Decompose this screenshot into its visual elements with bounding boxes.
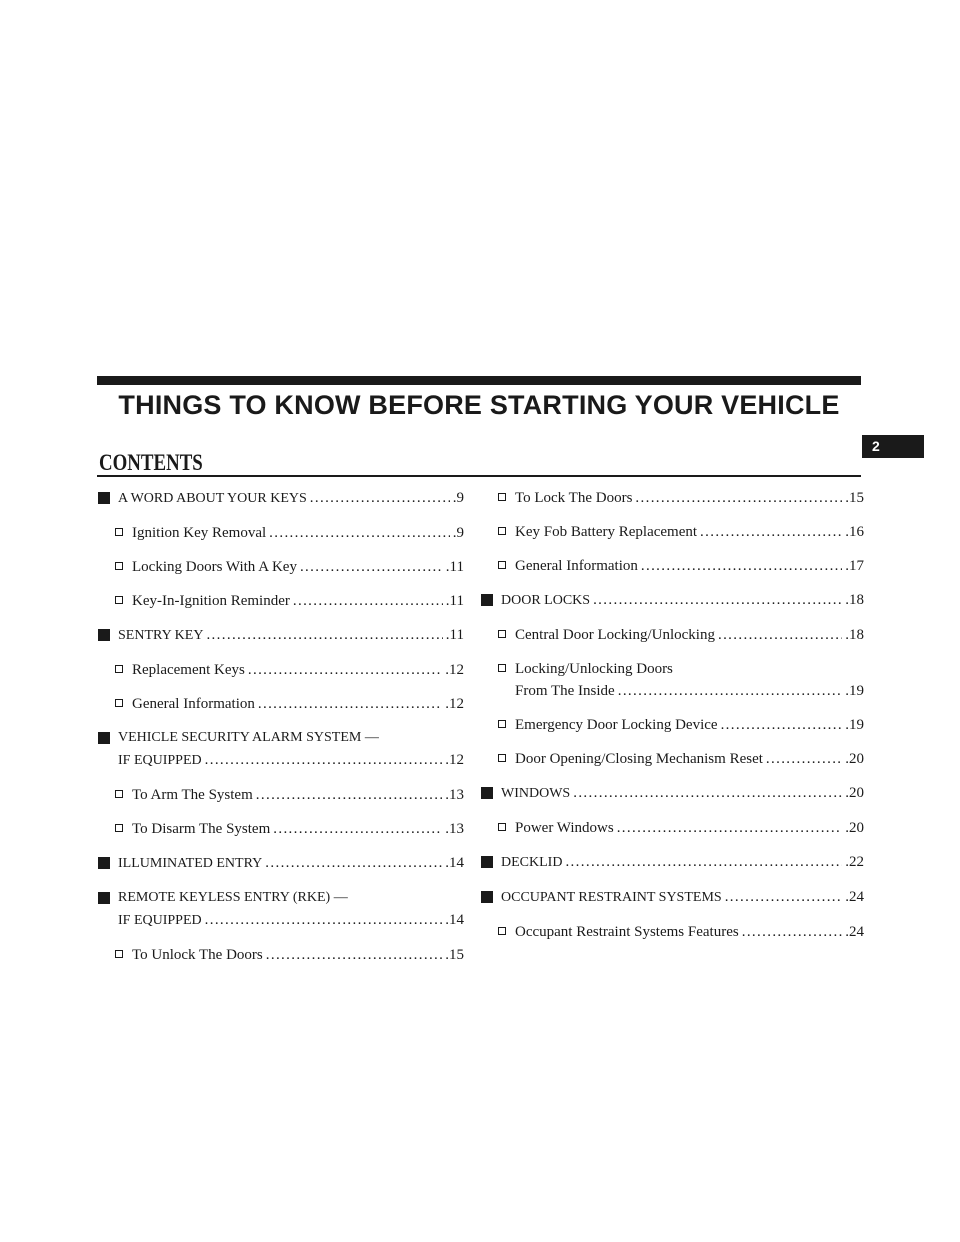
toc-subsection-entry[interactable]: [497, 624, 864, 646]
toc-spacer: [497, 702, 864, 714]
toc-entry-title: SENTRY KEY: [118, 628, 204, 643]
toc-subsection-entry[interactable]: [114, 944, 464, 966]
toc-page-number: .18: [845, 592, 864, 608]
toc-entry-title: IF EQUIPPED: [118, 913, 202, 928]
hollow-square-bullet-icon: [498, 664, 506, 672]
dot-leader: [700, 521, 842, 543]
toc-spacer: [497, 839, 864, 851]
toc-entry-title: Locking Doors With A Key: [132, 559, 297, 575]
toc-page-number: .24: [845, 924, 864, 940]
hollow-square-bullet-icon: [498, 493, 506, 501]
dot-leader: [248, 659, 442, 681]
toc-page-number: .15: [845, 490, 864, 506]
toc-spacer: [497, 736, 864, 748]
toc-section-entry[interactable]: [114, 487, 464, 510]
toc-subsection-entry[interactable]: [114, 556, 464, 578]
toc-entry-title: To Unlock The Doors: [132, 947, 263, 963]
toc-spacer: [114, 772, 464, 784]
toc-entry-title: To Lock The Doors: [515, 490, 633, 506]
toc-section-entry[interactable]: [114, 624, 464, 647]
toc-spacer: [497, 509, 864, 521]
toc-entry-title: OCCUPANT RESTRAINT SYSTEMS: [501, 890, 722, 905]
filled-square-bullet-icon: [98, 857, 110, 869]
toc-spacer: [114, 647, 464, 659]
toc-entry-title: Occupant Restraint Systems Features: [515, 924, 739, 940]
toc-spacer: [497, 646, 864, 658]
hollow-square-bullet-icon: [115, 665, 123, 673]
toc-subsection-entry[interactable]: [114, 659, 464, 681]
toc-page-number: .24: [845, 889, 864, 905]
dot-leader: [258, 693, 442, 715]
toc-subsection-entry[interactable]: [114, 818, 464, 840]
toc-page-number: .12: [445, 752, 464, 768]
toc-entry-title: A WORD ABOUT YOUR KEYS: [118, 491, 307, 506]
toc-entry-title: ILLUMINATED ENTRY: [118, 856, 263, 871]
toc-spacer: [497, 874, 864, 886]
toc-entry-title: To Arm The System: [132, 787, 253, 803]
dot-leader: [565, 851, 842, 873]
toc-spacer: [497, 909, 864, 921]
toc-section-entry[interactable]: [497, 589, 864, 612]
toc-subsection-entry[interactable]: [114, 693, 464, 715]
toc-entry-title: Power Windows: [515, 820, 614, 836]
dot-leader: [266, 944, 443, 966]
toc-page-number: .13: [445, 787, 464, 803]
toc-spacer: [114, 612, 464, 624]
toc-subsection-entry[interactable]: [497, 555, 864, 577]
dot-leader: [635, 487, 842, 509]
chapter-title: THINGS TO KNOW BEFORE STARTING YOUR VEHICLE: [118, 390, 840, 420]
filled-square-bullet-icon: [481, 856, 493, 868]
toc-section-entry[interactable]: [497, 886, 864, 909]
toc-page-number: .12: [445, 696, 464, 712]
hollow-square-bullet-icon: [115, 824, 123, 832]
toc-page-number: .17: [845, 558, 864, 574]
toc-page-number: .9: [452, 490, 464, 506]
dot-leader: [205, 909, 443, 931]
toc-page-number: .20: [845, 751, 864, 767]
toc-subsection-entry[interactable]: [114, 590, 464, 612]
toc-subsection-entry[interactable]: [497, 817, 864, 839]
toc-entry-title: DOOR LOCKS: [501, 593, 591, 608]
toc-entry-title: Replacement Keys: [132, 662, 245, 678]
dot-leader: [641, 555, 842, 577]
toc-section-entry[interactable]: [497, 782, 864, 805]
filled-square-bullet-icon: [481, 891, 493, 903]
contents-rule: [97, 475, 861, 477]
dot-leader: [721, 714, 843, 736]
toc-entry-title: From The Inside: [515, 683, 615, 699]
dot-leader: [206, 624, 442, 646]
hollow-square-bullet-icon: [115, 790, 123, 798]
toc-entry-title: REMOTE KEYLESS ENTRY (RKE) —: [118, 890, 348, 905]
hollow-square-bullet-icon: [498, 823, 506, 831]
toc-spacer: [497, 805, 864, 817]
toc-entry-title: Ignition Key Removal: [132, 525, 267, 541]
hollow-square-bullet-icon: [498, 720, 506, 728]
toc-entry-title: General Information: [515, 558, 638, 574]
toc-spacer: [114, 840, 464, 852]
hollow-square-bullet-icon: [498, 754, 506, 762]
hollow-square-bullet-icon: [115, 596, 123, 604]
dot-leader: [573, 782, 842, 804]
dot-leader: [256, 784, 442, 806]
toc-section-entry[interactable]: [114, 852, 464, 875]
toc-entry-title: VEHICLE SECURITY ALARM SYSTEM —: [118, 730, 379, 745]
toc-subsection-entry[interactable]: [497, 748, 864, 770]
toc-entry-title: DECKLID: [501, 855, 563, 870]
toc-entry-title: To Disarm The System: [132, 821, 271, 837]
toc-entry-title: Door Opening/Closing Mechanism Reset: [515, 751, 763, 767]
dot-leader: [300, 556, 443, 578]
toc-subsection-entry[interactable]: [497, 921, 864, 943]
hollow-square-bullet-icon: [115, 950, 123, 958]
dot-leader: [293, 590, 443, 612]
toc-spacer: [114, 510, 464, 522]
toc-entry-title: Emergency Door Locking Device: [515, 717, 718, 733]
dot-leader: [310, 487, 450, 509]
toc-page-number: .15: [445, 947, 464, 963]
dot-leader: [718, 624, 842, 646]
toc-entry-title: General Information: [132, 696, 255, 712]
toc-spacer: [114, 681, 464, 693]
toc-page-number: .22: [845, 854, 864, 870]
toc-subsection-entry[interactable]: [114, 784, 464, 806]
toc-page-number: .20: [845, 820, 864, 836]
dot-leader: [618, 680, 843, 702]
toc-section-entry[interactable]: [114, 727, 464, 772]
toc-column-right: [497, 487, 864, 943]
contents-heading: CONTENTS: [99, 450, 203, 475]
toc-entry-title: Central Door Locking/Unlocking: [515, 627, 715, 643]
toc-spacer: [114, 932, 464, 944]
filled-square-bullet-icon: [98, 629, 110, 641]
dot-leader: [766, 748, 842, 770]
toc-entry-title: WINDOWS: [501, 786, 571, 801]
toc-spacer: [114, 715, 464, 727]
hollow-square-bullet-icon: [115, 562, 123, 570]
toc-entry-title: IF EQUIPPED: [118, 753, 202, 768]
hollow-square-bullet-icon: [498, 927, 506, 935]
toc-page-number: .11: [445, 593, 464, 609]
chapter-tab[interactable]: 2: [862, 435, 924, 458]
dot-leader: [617, 817, 843, 839]
toc-section-entry[interactable]: [497, 851, 864, 874]
toc-page-number: .19: [845, 683, 864, 699]
toc-page-number: .9: [452, 525, 464, 541]
toc-page-number: .14: [445, 912, 464, 928]
hollow-square-bullet-icon: [498, 527, 506, 535]
toc-section-entry[interactable]: [114, 887, 464, 932]
toc-subsection-entry[interactable]: [114, 522, 464, 544]
hollow-square-bullet-icon: [498, 561, 506, 569]
toc-subsection-entry[interactable]: [497, 487, 864, 509]
toc-page-number: .19: [845, 717, 864, 733]
toc-page-number: .12: [445, 662, 464, 678]
toc-entry-title: Locking/Unlocking Doors: [515, 661, 673, 677]
header-rule: [97, 376, 861, 385]
toc-spacer: [114, 578, 464, 590]
toc-column-left: [114, 487, 464, 966]
toc-spacer: [114, 806, 464, 818]
toc-spacer: [497, 770, 864, 782]
dot-leader: [742, 921, 843, 943]
toc-spacer: [114, 875, 464, 887]
dot-leader: [273, 818, 442, 840]
toc-subsection-entry[interactable]: [497, 714, 864, 736]
toc-page-number: .11: [445, 559, 464, 575]
filled-square-bullet-icon: [98, 732, 110, 744]
dot-leader: [725, 886, 843, 908]
filled-square-bullet-icon: [481, 787, 493, 799]
toc-page-number: .13: [445, 821, 464, 837]
dot-leader: [269, 522, 450, 544]
hollow-square-bullet-icon: [115, 699, 123, 707]
dot-leader: [265, 852, 442, 874]
toc-page-number: .14: [445, 855, 464, 871]
hollow-square-bullet-icon: [115, 528, 123, 536]
dot-leader: [205, 749, 443, 771]
filled-square-bullet-icon: [98, 492, 110, 504]
toc-subsection-entry[interactable]: [497, 658, 864, 702]
filled-square-bullet-icon: [481, 594, 493, 606]
toc-spacer: [114, 544, 464, 556]
hollow-square-bullet-icon: [498, 630, 506, 638]
toc-spacer: [497, 543, 864, 555]
toc-page-number: .18: [845, 627, 864, 643]
toc-entry-title: Key Fob Battery Replacement: [515, 524, 698, 540]
toc-page-number: .16: [845, 524, 864, 540]
toc-spacer: [497, 577, 864, 589]
toc-entry-title: Key-In-Ignition Reminder: [132, 593, 290, 609]
dot-leader: [593, 589, 842, 611]
filled-square-bullet-icon: [98, 892, 110, 904]
toc-page-number: .20: [845, 785, 864, 801]
toc-spacer: [497, 612, 864, 624]
toc-subsection-entry[interactable]: [497, 521, 864, 543]
toc-page-number: .11: [445, 627, 464, 643]
